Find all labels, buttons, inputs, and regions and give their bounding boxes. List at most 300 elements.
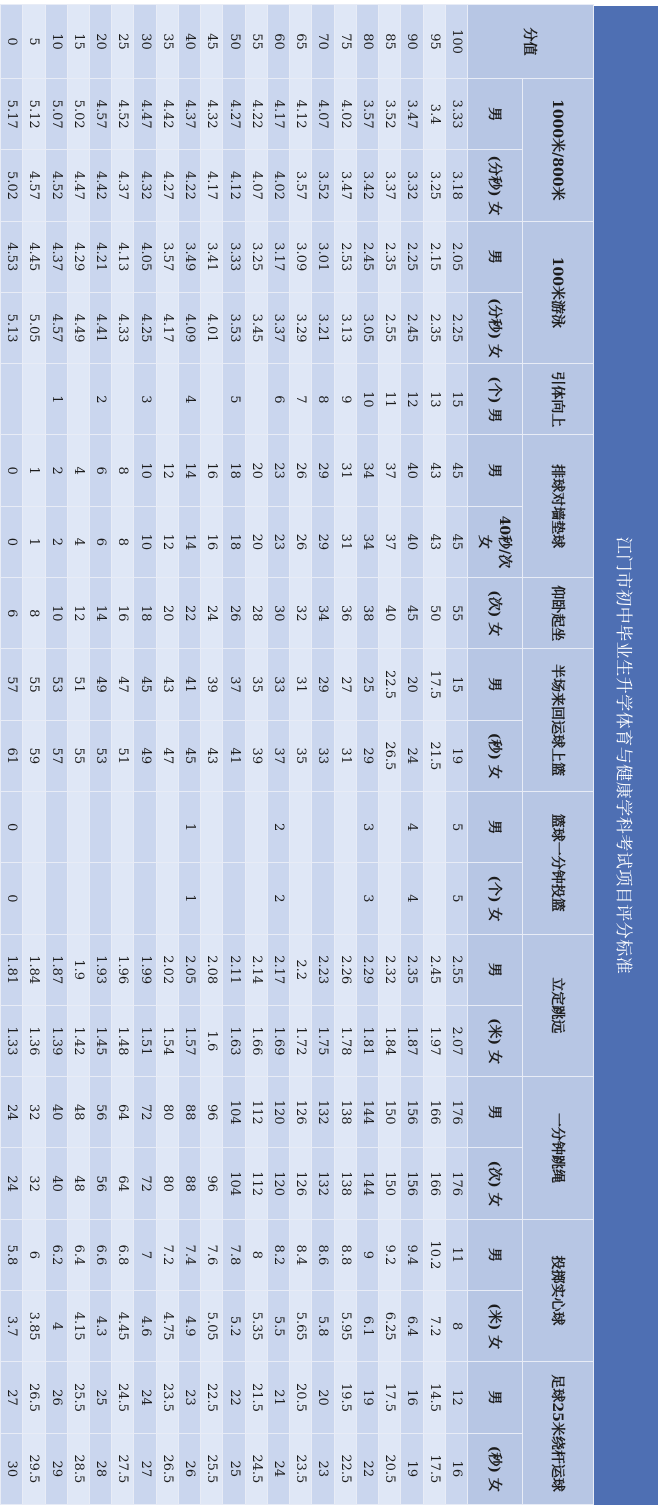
value-cell: 17.5 [423, 649, 445, 720]
value-cell: 3.47 [401, 79, 423, 150]
value-cell [245, 791, 267, 862]
value-cell: 4.02 [334, 79, 356, 150]
value-cell: 2 [267, 791, 289, 862]
title-banner [594, 6, 658, 1505]
table-row [112, 5, 134, 1505]
value-cell: 10.2 [423, 1219, 445, 1290]
value-cell: 13 [423, 364, 445, 435]
value-cell: 23 [267, 435, 289, 506]
value-cell: 3.29 [290, 292, 312, 363]
value-cell: 104 [223, 1077, 245, 1148]
value-cell: 31 [334, 506, 356, 577]
value-cell: 1.81 [356, 1005, 378, 1076]
value-cell [379, 863, 401, 934]
value-cell: 37 [223, 649, 245, 720]
table-row [245, 5, 267, 1505]
value-cell: 1.51 [134, 1005, 156, 1076]
value-cell: 3.42 [356, 150, 378, 221]
value-cell: 6 [1, 578, 23, 649]
score-cell: 65 [290, 5, 312, 79]
value-cell: 21.5 [423, 720, 445, 791]
value-cell [201, 863, 223, 934]
value-cell: 132 [312, 1077, 334, 1148]
value-cell: 8.2 [267, 1219, 289, 1290]
value-cell: 55 [67, 720, 89, 791]
value-cell: 39 [245, 720, 267, 791]
value-cell: 4.6 [134, 1291, 156, 1362]
value-cell: 9 [356, 1219, 378, 1290]
table-row [356, 5, 378, 1505]
value-cell: 4.33 [112, 292, 134, 363]
header-run: 1000米/800米 [523, 79, 594, 222]
value-cell: 5 [445, 791, 467, 862]
value-cell: 12 [67, 578, 89, 649]
value-cell: 4.22 [245, 79, 267, 150]
value-cell: 20.5 [379, 1433, 401, 1504]
value-cell: 64 [112, 1077, 134, 1148]
score-cell: 100 [445, 5, 467, 79]
value-cell: 1.45 [90, 1005, 112, 1076]
value-cell: 5.17 [1, 79, 23, 150]
page-title: 江门市初中毕业生升学体育与健康学科考试项目评分标准 [613, 536, 634, 975]
value-cell: 4.41 [90, 292, 112, 363]
table-row [267, 5, 289, 1505]
value-cell: 1.33 [1, 1005, 23, 1076]
value-cell: 35 [245, 649, 267, 720]
table-row [178, 5, 200, 1505]
value-cell: 1.93 [90, 934, 112, 1005]
value-cell: 7.4 [178, 1219, 200, 1290]
score-cell: 50 [223, 5, 245, 79]
value-cell: 7.6 [201, 1219, 223, 1290]
value-cell: 1 [178, 791, 200, 862]
value-cell: 27.5 [112, 1433, 134, 1504]
value-cell: 4 [67, 506, 89, 577]
value-cell: 48 [67, 1148, 89, 1219]
value-cell [90, 863, 112, 934]
value-cell: 112 [245, 1077, 267, 1148]
table-row [223, 5, 245, 1505]
header-halfcourt-female: (秒) 女 [468, 720, 523, 791]
value-cell: 45 [445, 435, 467, 506]
value-cell: 29 [312, 506, 334, 577]
value-cell: 26 [223, 578, 245, 649]
value-cell: 8.8 [334, 1219, 356, 1290]
value-cell: 1 [45, 364, 67, 435]
value-cell: 166 [423, 1077, 445, 1148]
value-cell: 47 [112, 649, 134, 720]
value-cell: 4.42 [156, 79, 178, 150]
value-cell [1, 364, 23, 435]
value-cell: 40 [45, 1077, 67, 1148]
header-rope-female: (次) 女 [468, 1148, 523, 1219]
value-cell: 96 [201, 1077, 223, 1148]
value-cell: 10 [134, 435, 156, 506]
value-cell: 6 [90, 506, 112, 577]
value-cell [245, 364, 267, 435]
table-row [423, 5, 445, 1505]
value-cell: 3.7 [1, 1291, 23, 1362]
value-cell: 3.47 [334, 150, 356, 221]
value-cell: 16 [401, 1362, 423, 1433]
score-cell: 25 [112, 5, 134, 79]
table-body [1, 5, 468, 1505]
table-row [401, 5, 423, 1505]
value-cell: 7.2 [423, 1291, 445, 1362]
value-cell [112, 791, 134, 862]
value-cell: 5.05 [201, 1291, 223, 1362]
value-cell [334, 791, 356, 862]
value-cell: 2.25 [445, 292, 467, 363]
score-cell: 20 [90, 5, 112, 79]
value-cell [67, 791, 89, 862]
value-cell [134, 863, 156, 934]
value-cell: 20 [245, 506, 267, 577]
value-cell: 31 [334, 435, 356, 506]
value-cell: 23 [312, 1433, 334, 1504]
value-cell [45, 791, 67, 862]
value-cell: 3.85 [23, 1291, 45, 1362]
score-cell: 0 [1, 5, 23, 79]
value-cell: 3.25 [423, 150, 445, 221]
value-cell: 3.13 [334, 292, 356, 363]
value-cell [156, 791, 178, 862]
value-cell: 20 [312, 1362, 334, 1433]
header-score: 分值 [468, 5, 594, 79]
value-cell: 7.2 [156, 1219, 178, 1290]
value-cell: 22 [223, 1362, 245, 1433]
value-cell: 4.02 [267, 150, 289, 221]
value-cell: 1.84 [23, 934, 45, 1005]
value-cell [67, 364, 89, 435]
score-cell: 95 [423, 5, 445, 79]
value-cell: 16 [201, 506, 223, 577]
value-cell: 2.02 [156, 934, 178, 1005]
value-cell: 3.05 [356, 292, 378, 363]
value-cell: 5.35 [245, 1291, 267, 1362]
value-cell: 14.5 [423, 1362, 445, 1433]
value-cell: 18 [134, 578, 156, 649]
value-cell: 2.14 [245, 934, 267, 1005]
value-cell: 2.53 [334, 221, 356, 292]
value-cell: 59 [23, 720, 45, 791]
value-cell: 26.5 [156, 1433, 178, 1504]
value-cell: 176 [445, 1148, 467, 1219]
header-jump-female: (米) 女 [468, 1005, 523, 1076]
value-cell [379, 791, 401, 862]
value-cell: 4.57 [90, 79, 112, 150]
value-cell: 45 [445, 506, 467, 577]
table-row [201, 5, 223, 1505]
value-cell: 4.25 [134, 292, 156, 363]
value-cell: 2.55 [379, 292, 401, 363]
value-cell: 4.17 [156, 292, 178, 363]
value-cell [23, 863, 45, 934]
value-cell [312, 791, 334, 862]
value-cell: 104 [223, 1148, 245, 1219]
value-cell: 4.53 [1, 221, 23, 292]
value-cell: 3.01 [312, 221, 334, 292]
value-cell: 38 [356, 578, 378, 649]
header-rope: 一分钟跳绳 [523, 1077, 594, 1220]
header-row-subs [468, 5, 523, 1505]
value-cell: 55 [23, 649, 45, 720]
value-cell: 12 [401, 364, 423, 435]
value-cell: 1.57 [178, 1005, 200, 1076]
value-cell: 2.45 [423, 934, 445, 1005]
value-cell: 12 [445, 1362, 467, 1433]
value-cell: 6.6 [90, 1219, 112, 1290]
value-cell: 4.29 [67, 221, 89, 292]
header-volley-male: 男 [468, 435, 523, 506]
value-cell: 22 [178, 578, 200, 649]
value-cell: 1.75 [312, 1005, 334, 1076]
score-cell: 90 [401, 5, 423, 79]
value-cell: 4.22 [178, 150, 200, 221]
value-cell: 20 [245, 435, 267, 506]
value-cell [223, 791, 245, 862]
value-cell [245, 863, 267, 934]
value-cell: 25 [223, 1433, 245, 1504]
value-cell: 16 [201, 435, 223, 506]
value-cell: 37 [379, 506, 401, 577]
value-cell: 41 [223, 720, 245, 791]
value-cell [67, 863, 89, 934]
value-cell: 9.4 [401, 1219, 423, 1290]
value-cell: 1.96 [112, 934, 134, 1005]
value-cell: 2 [90, 364, 112, 435]
header-basket-female: (个) 女 [468, 863, 523, 934]
value-cell: 14 [178, 435, 200, 506]
value-cell: 4.3 [90, 1291, 112, 1362]
value-cell: 138 [334, 1077, 356, 1148]
header-halfcourt-male: 男 [468, 649, 523, 720]
value-cell: 32 [23, 1077, 45, 1148]
value-cell: 27 [334, 649, 356, 720]
value-cell: 1.9 [67, 934, 89, 1005]
value-cell [312, 863, 334, 934]
value-cell: 17.5 [423, 1433, 445, 1504]
value-cell: 16 [112, 578, 134, 649]
score-cell: 85 [379, 5, 401, 79]
value-cell: 23 [267, 506, 289, 577]
value-cell: 33 [312, 720, 334, 791]
score-cell: 10 [45, 5, 67, 79]
value-cell: 1.69 [267, 1005, 289, 1076]
header-pullup: 引体向上 [523, 364, 594, 435]
value-cell: 4.9 [178, 1291, 200, 1362]
score-cell: 70 [312, 5, 334, 79]
value-cell [156, 863, 178, 934]
value-cell: 4.27 [223, 79, 245, 150]
value-cell: 1 [23, 506, 45, 577]
value-cell: 4.21 [90, 221, 112, 292]
value-cell: 43 [156, 649, 178, 720]
value-cell: 28 [245, 578, 267, 649]
value-cell: 8 [112, 435, 134, 506]
value-cell: 112 [245, 1148, 267, 1219]
value-cell: 22.5 [201, 1362, 223, 1433]
value-cell: 23.5 [156, 1362, 178, 1433]
value-cell: 3.25 [245, 221, 267, 292]
header-run-male: 男 [468, 79, 523, 150]
value-cell: 3.45 [245, 292, 267, 363]
value-cell: 3.18 [445, 150, 467, 221]
value-cell: 53 [90, 720, 112, 791]
value-cell: 7 [134, 1219, 156, 1290]
value-cell: 5.2 [223, 1291, 245, 1362]
value-cell: 40 [401, 435, 423, 506]
value-cell: 21 [267, 1362, 289, 1433]
value-cell: 37 [379, 435, 401, 506]
value-cell: 8 [445, 1291, 467, 1362]
value-cell: 53 [45, 649, 67, 720]
value-cell: 19 [401, 1433, 423, 1504]
value-cell: 3 [134, 364, 156, 435]
value-cell: 3 [356, 863, 378, 934]
value-cell: 23 [178, 1362, 200, 1433]
value-cell: 9.2 [379, 1219, 401, 1290]
value-cell: 43 [423, 435, 445, 506]
value-cell [290, 863, 312, 934]
value-cell: 25 [90, 1362, 112, 1433]
value-cell: 4.45 [23, 221, 45, 292]
value-cell: 23.5 [290, 1433, 312, 1504]
value-cell: 24 [1, 1077, 23, 1148]
table-row [90, 5, 112, 1505]
value-cell: 1 [178, 863, 200, 934]
value-cell: 28 [90, 1433, 112, 1504]
value-cell: 176 [445, 1077, 467, 1148]
value-cell: 3 [356, 791, 378, 862]
value-cell: 26 [290, 435, 312, 506]
value-cell [290, 791, 312, 862]
value-cell: 5.02 [67, 79, 89, 150]
value-cell: 1.87 [45, 934, 67, 1005]
value-cell: 4.49 [67, 292, 89, 363]
table-row [67, 5, 89, 1505]
value-cell: 80 [156, 1077, 178, 1148]
value-cell: 29 [312, 649, 334, 720]
value-cell: 34 [312, 578, 334, 649]
value-cell: 2.05 [178, 934, 200, 1005]
value-cell: 4.47 [134, 79, 156, 150]
value-cell: 1.84 [379, 1005, 401, 1076]
value-cell: 2.25 [401, 221, 423, 292]
score-cell: 60 [267, 5, 289, 79]
value-cell: 2 [267, 863, 289, 934]
value-cell: 43 [201, 720, 223, 791]
value-cell: 4 [401, 791, 423, 862]
header-football-female: (秒) 女 [468, 1433, 523, 1504]
value-cell: 2.23 [312, 934, 334, 1005]
value-cell: 2.35 [379, 221, 401, 292]
value-cell: 4.45 [112, 1291, 134, 1362]
table-row [312, 5, 334, 1505]
value-cell: 1.63 [223, 1005, 245, 1076]
value-cell: 31 [334, 720, 356, 791]
value-cell: 19 [356, 1362, 378, 1433]
score-cell: 35 [156, 5, 178, 79]
value-cell: 56 [90, 1077, 112, 1148]
value-cell: 0 [1, 506, 23, 577]
value-cell: 4.27 [156, 150, 178, 221]
value-cell: 24.5 [112, 1362, 134, 1433]
value-cell: 3.57 [156, 221, 178, 292]
table-row [23, 5, 45, 1505]
value-cell: 12 [156, 506, 178, 577]
value-cell: 33 [267, 649, 289, 720]
value-cell [201, 364, 223, 435]
value-cell: 6.8 [112, 1219, 134, 1290]
value-cell: 1 [23, 435, 45, 506]
value-cell: 2 [45, 506, 67, 577]
header-row-events [523, 5, 594, 1505]
value-cell: 20.5 [290, 1362, 312, 1433]
value-cell: 11 [379, 364, 401, 435]
value-cell: 45 [178, 720, 200, 791]
value-cell [334, 863, 356, 934]
value-cell: 72 [134, 1077, 156, 1148]
value-cell: 1.54 [156, 1005, 178, 1076]
value-cell: 3.41 [201, 221, 223, 292]
value-cell: 5.8 [312, 1291, 334, 1362]
value-cell: 6 [90, 435, 112, 506]
value-cell: 3.52 [312, 150, 334, 221]
value-cell: 29 [356, 720, 378, 791]
value-cell: 25 [356, 649, 378, 720]
value-cell: 36 [334, 578, 356, 649]
value-cell: 4 [401, 863, 423, 934]
value-cell: 12 [156, 435, 178, 506]
value-cell: 14 [178, 506, 200, 577]
table-row [1, 5, 23, 1505]
value-cell: 1.66 [245, 1005, 267, 1076]
header-swim-male: 男 [468, 221, 523, 292]
header-jump-male: 男 [468, 934, 523, 1005]
value-cell: 27 [1, 1362, 23, 1433]
value-cell: 1.36 [23, 1005, 45, 1076]
value-cell: 3.33 [223, 221, 245, 292]
value-cell: 30 [1, 1433, 23, 1504]
value-cell: 8.6 [312, 1219, 334, 1290]
value-cell: 96 [201, 1148, 223, 1219]
value-cell: 5 [445, 863, 467, 934]
header-rope-male: 男 [468, 1077, 523, 1148]
value-cell: 25.5 [67, 1362, 89, 1433]
value-cell: 1.81 [1, 934, 23, 1005]
value-cell: 8 [245, 1219, 267, 1290]
value-cell: 5.02 [1, 150, 23, 221]
value-cell: 4.07 [312, 79, 334, 150]
value-cell: 5.07 [45, 79, 67, 150]
value-cell: 4.75 [156, 1291, 178, 1362]
value-cell: 5.5 [267, 1291, 289, 1362]
value-cell: 6 [23, 1219, 45, 1290]
value-cell: 0 [1, 863, 23, 934]
value-cell: 3.57 [290, 150, 312, 221]
value-cell: 138 [334, 1148, 356, 1219]
header-jump: 立定跳远 [523, 934, 594, 1077]
value-cell: 39 [201, 649, 223, 720]
value-cell: 5.65 [290, 1291, 312, 1362]
value-cell: 4.17 [201, 150, 223, 221]
value-cell: 5.95 [334, 1291, 356, 1362]
value-cell: 1.39 [45, 1005, 67, 1076]
value-cell: 28.5 [67, 1433, 89, 1504]
value-cell [23, 364, 45, 435]
table-row [45, 5, 67, 1505]
